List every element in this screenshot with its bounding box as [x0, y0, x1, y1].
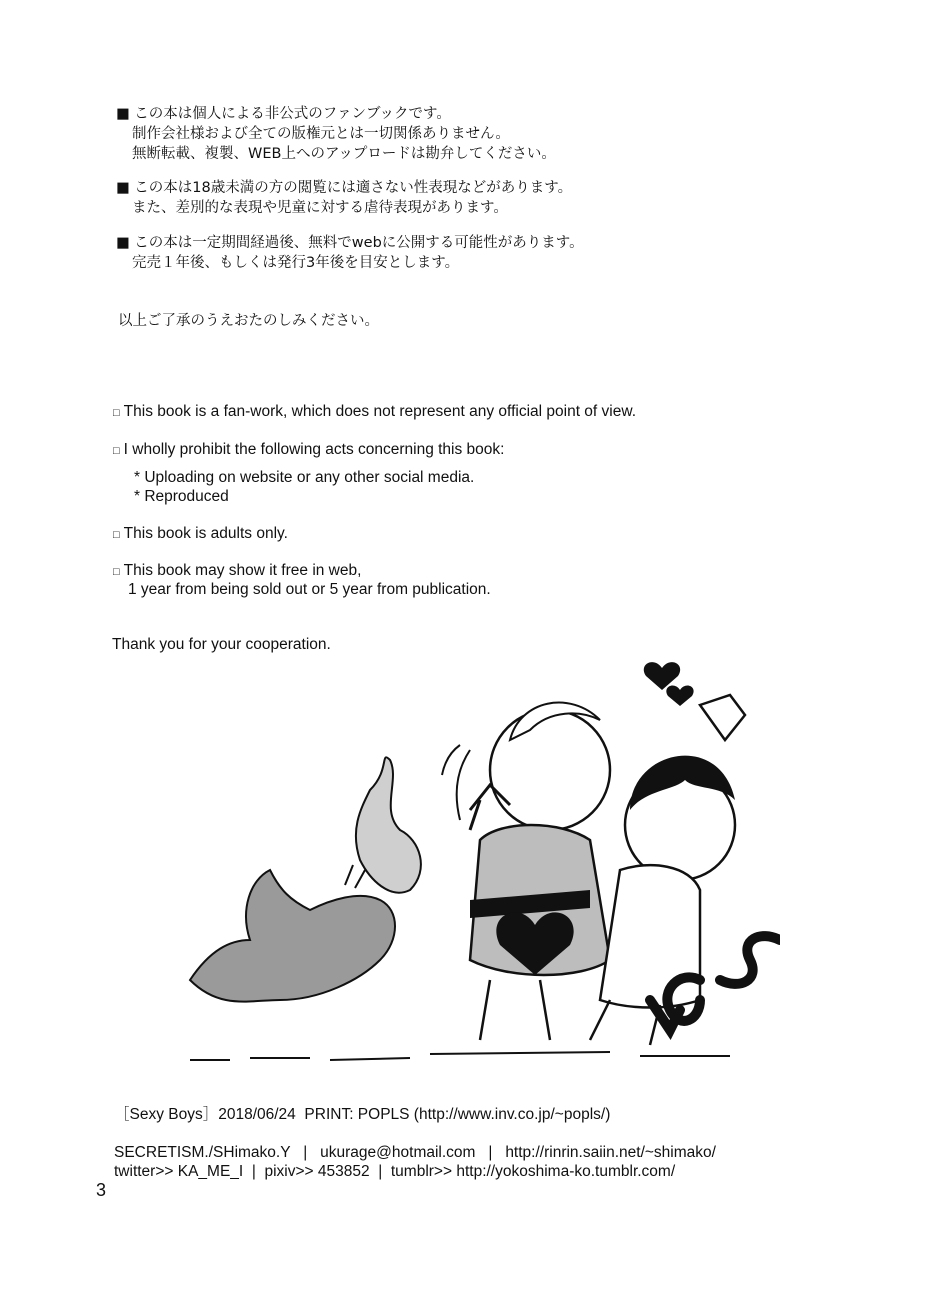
- jp-notice-line: また、差別的な表現や児童に対する虐待表現があります。: [132, 200, 508, 216]
- jp-notice-line: 完売１年後、もしくは発行3年後を目安とします。: [132, 255, 460, 271]
- jp-closing: 以上ご了承のうえおたのしみください。: [118, 313, 379, 329]
- fish-creature: [190, 870, 395, 1002]
- en-notice-2-item-2: * Reproduced: [134, 488, 229, 505]
- jp-notice-line: ■ この本は個人による非公式のファンブックです。: [116, 106, 451, 122]
- jp-notice-2: [116, 178, 572, 218]
- jp-notice-line: ■ この本は18歳未満の方の閲覧には適さない性表現などがあります。: [116, 180, 573, 196]
- en-notice-text: This book may show it free in web,: [123, 562, 362, 579]
- heart-icon: [644, 662, 680, 690]
- en-closing: Thank you for your cooperation.: [112, 636, 331, 653]
- en-notice-3: [113, 524, 288, 545]
- jp-notice-1: [116, 104, 556, 164]
- page-number: 3: [96, 1180, 107, 1200]
- jp-notice-3: [116, 233, 584, 273]
- jp-notice-line: 無断転載、複製、WEB上へのアップロードは勘弁してください。: [132, 146, 556, 162]
- en-notice-1: [113, 402, 636, 423]
- illustration-chibi-characters: [180, 650, 780, 1070]
- character-boy-body: [600, 865, 700, 1007]
- bullet-square-icon: □: [113, 566, 120, 578]
- bullet-square-icon: □: [113, 529, 120, 541]
- en-notice-2-item-1: * Uploading on website or any other social media.: [134, 469, 475, 486]
- jp-notice-line: ■ この本は一定期間経過後、無料でwebに公開する可能性があります。: [116, 235, 584, 251]
- colophon-line-1: ［Sexy Boys］2018/06/24 PRINT: POPLS (http://www.inv.co.jp/~popls/): [114, 1106, 611, 1123]
- bullet-square-icon: □: [113, 445, 120, 457]
- en-notice-text: I wholly prohibit the following acts concerning this book:: [123, 441, 505, 458]
- colophon-line-3: twitter>> KA_ME_I | pixiv>> 453852 | tumblr>> http://yokoshima-ko.tumblr.com/: [114, 1163, 676, 1180]
- character-girl-head: [490, 710, 610, 830]
- colophon-line-2: SECRETISM./SHimako.Y | ukurage@hotmail.com | http://rinrin.saiin.net/~shimako/: [114, 1144, 716, 1161]
- en-notice-text: This book is adults only.: [123, 525, 288, 542]
- en-notice-4-line-2: 1 year from being sold out or 5 year from publication.: [128, 581, 491, 598]
- en-notice-text: This book is a fan-work, which does not represent any official point of view.: [123, 403, 636, 420]
- bullet-square-icon: □: [113, 407, 120, 419]
- jp-notice-line: 制作会社様および全ての版権元とは一切関係ありません。: [132, 126, 510, 142]
- heart-icon: [666, 686, 693, 706]
- en-notice-2: [113, 440, 504, 461]
- en-notice-4: [113, 561, 361, 582]
